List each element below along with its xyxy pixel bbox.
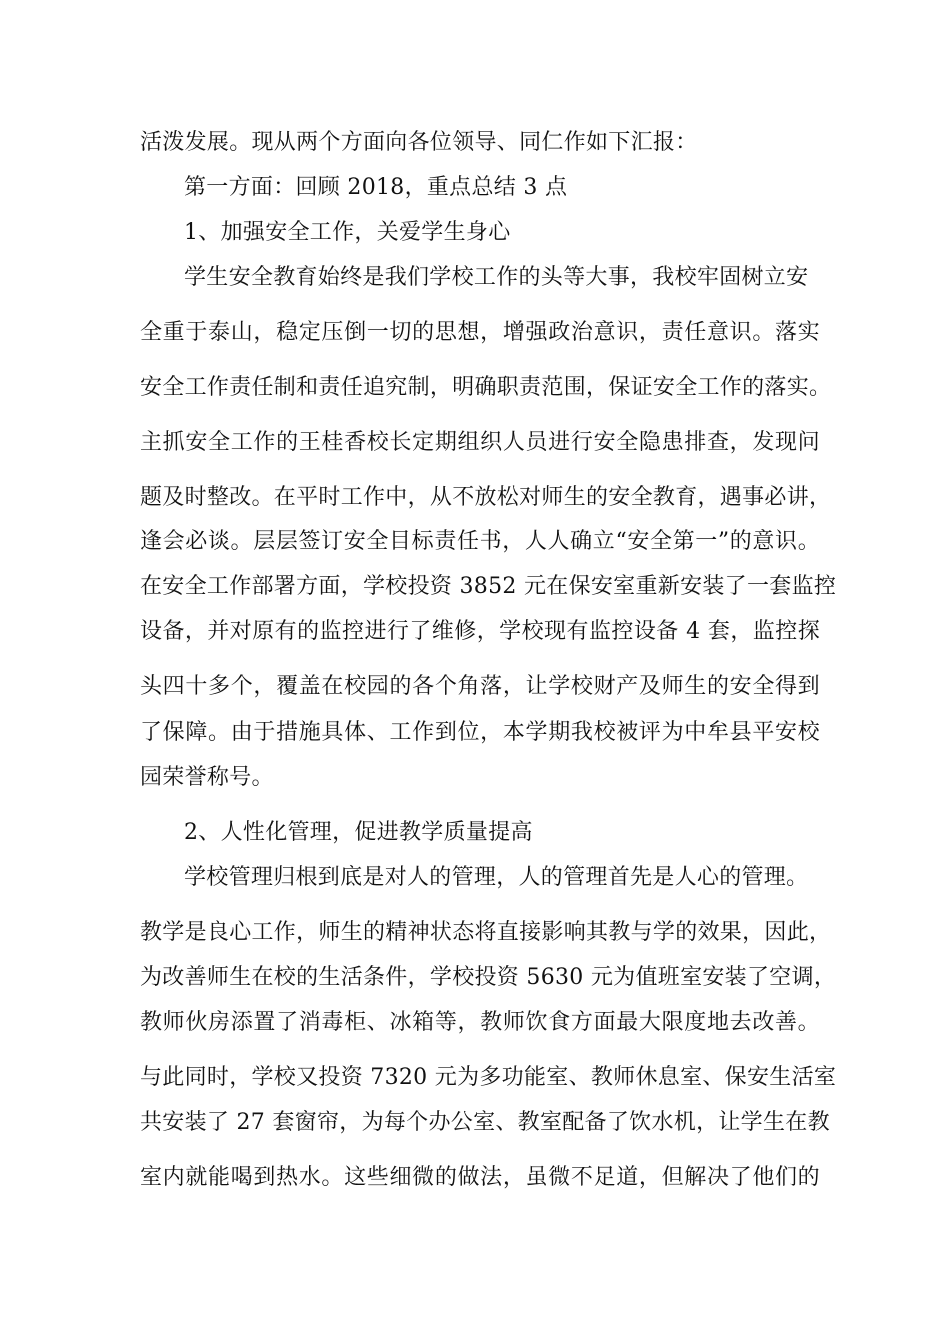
paragraph-line: 活泼发展。现从两个方面向各位领导、同仁作如下汇报： <box>140 130 698 155</box>
paragraph-line: 学校管理归根到底是对人的管理，人的管理首先是人心的管理。 <box>184 865 809 890</box>
subsection-heading: 1、加强安全工作，关爱学生身心 <box>184 220 511 245</box>
paragraph-line: 全重于泰山，稳定压倒一切的思想，增强政治意识，责任意识。落实 <box>140 320 820 345</box>
paragraph-line: 主抓安全工作的王桂香校长定期组织人员进行安全隐患排查，发现问 <box>140 430 820 455</box>
paragraph-line: 共安装了 27 套窗帘，为每个办公室、教室配备了饮水机，让学生在教 <box>140 1110 830 1135</box>
paragraph-line: 教师伙房添置了消毒柜、冰箱等，教师饮食方面最大限度地去改善。 <box>140 1010 820 1035</box>
paragraph-line: 逢会必谈。层层签订安全目标责任书，人人确立“安全第一”的意识。 <box>140 529 820 554</box>
paragraph-line: 设备，并对原有的监控进行了维修，学校现有监控设备 4 套，监控探 <box>140 619 820 644</box>
paragraph-line: 教学是良心工作，师生的精神状态将直接影响其教与学的效果，因此， <box>140 920 832 945</box>
paragraph-line: 学生安全教育始终是我们学校工作的头等大事，我校牢固树立安 <box>184 265 809 290</box>
paragraph-line: 与此同时，学校又投资 7320 元为多功能室、教师休息室、保安生活室 <box>140 1065 837 1090</box>
section-heading: 第一方面：回顾 2018，重点总结 3 点 <box>184 175 568 200</box>
paragraph-line: 室内就能喝到热水。这些细微的做法，虽微不足道，但解决了他们的 <box>140 1165 820 1190</box>
paragraph-line: 在安全工作部署方面，学校投资 3852 元在保安室重新安装了一套监控 <box>140 574 837 599</box>
paragraph-line: 了保障。由于措施具体、工作到位，本学期我校被评为中牟县平安校 <box>140 720 820 745</box>
paragraph-line: 为改善师生在校的生活条件，学校投资 5630 元为值班室安装了空调， <box>140 965 837 990</box>
paragraph-line: 题及时整改。在平时工作中，从不放松对师生的安全教育，遇事必讲， <box>140 485 832 510</box>
subsection-heading: 2、人性化管理，促进教学质量提高 <box>184 820 533 845</box>
paragraph-line: 头四十多个，覆盖在校园的各个角落，让学校财产及师生的安全得到 <box>140 674 820 699</box>
paragraph-line: 安全工作责任制和责任追究制，明确职责范围，保证安全工作的落实。 <box>140 375 832 400</box>
paragraph-line: 园荣誉称号。 <box>140 765 274 790</box>
